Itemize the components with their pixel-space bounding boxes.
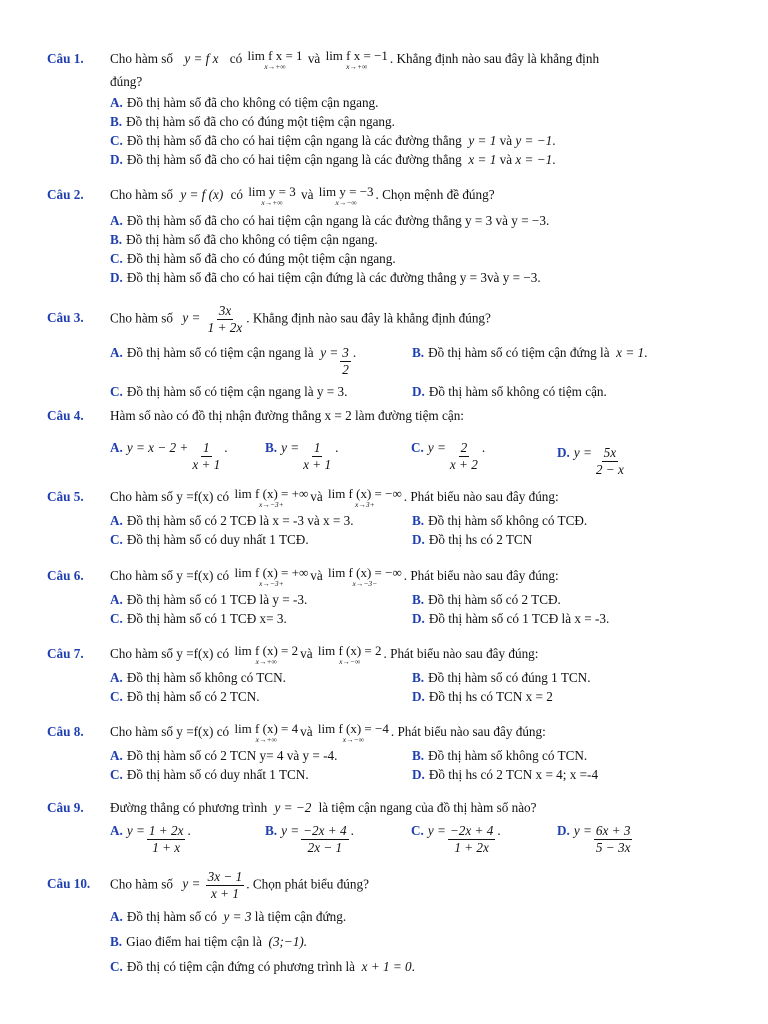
question-number: Câu 6. <box>47 568 84 583</box>
option-b[interactable]: B. y = $\frac{1}{x + 1}$ . <box>265 440 339 472</box>
option-b[interactable]: B. Đồ thị hàm số có tiệm cận đứng là x = 1 . <box>412 344 648 360</box>
option-d[interactable]: D. Đồ thị hàm số đã cho có hai tiệm cận đứng là các đường thẳng y = 3và y = −3. <box>110 269 541 285</box>
question-1 <box>47 48 727 169</box>
option-d[interactable]: D. Đồ thị hs có 2 TCN x = 4; x =-4 <box>412 766 599 782</box>
question-number: Câu 2. <box>47 187 84 202</box>
option-b[interactable]: B. Đồ thị hàm số không có TCĐ. <box>412 512 588 528</box>
option-b[interactable]: B. Đồ thị hàm số có 2 TCĐ. <box>412 591 561 607</box>
option-d[interactable]: D. Đồ thị hàm số không có tiệm cận. <box>412 384 607 400</box>
option-c[interactable]: C. Đồ thị hàm số đã cho có đúng một tiệm cận ngang. <box>110 250 396 266</box>
question-stem: Cho hàm số y =f(x) có lim f (x) = +∞ x→−3+ và lim f (x) = −∞ x→3+ . Phát biểu nào sau đây đúng: <box>110 486 559 510</box>
question-number: Câu 9. <box>47 800 84 815</box>
question-number: Câu 4. <box>47 408 84 423</box>
option-c[interactable]: C. Đồ thị có tiệm cận đứng có phương trình là x + 1 = 0 . <box>110 958 415 974</box>
option-c[interactable]: C. y = $\frac{-2x + 4}{1 + 2x}$ . <box>411 823 501 855</box>
option-a[interactable]: A. y = x − 2 + $\frac{1}{x + 1}$ . <box>110 440 228 472</box>
question-9 <box>47 797 727 855</box>
question-4 <box>47 405 727 477</box>
option-c[interactable]: C. y = $\frac{2}{x + 2}$ . <box>411 440 486 472</box>
option-c[interactable]: C. Đồ thị hàm số có 1 TCĐ x= 3. <box>110 610 287 626</box>
option-b[interactable]: B. Đồ thị hàm số đã cho không có tiệm cận ngang. <box>110 231 378 247</box>
question-number: Câu 1. <box>47 51 84 66</box>
option-a[interactable]: A. Đồ thị hàm số có 2 TCĐ là x = -3 và x = 3. <box>110 512 354 528</box>
option-a[interactable]: A. Đồ thị hàm số không có TCN. <box>110 669 286 685</box>
option-d[interactable]: D. y = $\frac{6x + 3}{5 - 3x}$ <box>557 823 631 855</box>
question-number: Câu 5. <box>47 489 84 504</box>
question-number: Câu 8. <box>47 724 84 739</box>
question-6 <box>47 565 727 628</box>
option-b[interactable]: B. y = $\frac{-2x + 4}{2x - 1}$ . <box>265 823 354 855</box>
option-c[interactable]: C. Đồ thị hàm số có 2 TCN. <box>110 688 260 704</box>
question-stem: Cho hàm số y =f(x) có lim f (x) = 2 x→+∞ và lim f (x) = 2 x→−∞ . Phát biểu nào sau đây đúng: <box>110 643 539 667</box>
question-stem: Đường thẳng có phương trình y = −2 là tiệm cận ngang của đồ thị hàm số nào? <box>110 800 537 815</box>
option-d[interactable]: D. Đồ thị hàm số có 1 TCĐ là x = -3. <box>412 610 610 626</box>
option-a[interactable]: A. Đồ thị hàm số có 1 TCĐ là y = -3. <box>110 591 308 607</box>
question-2 <box>47 184 727 287</box>
option-b[interactable]: B. Đồ thị hàm số không có TCN. <box>412 747 588 763</box>
question-stem: Cho hàm số y =f(x) có lim f (x) = +∞ x→−3+ và lim f (x) = −∞ x→−3− . Phát biểu nào sau đây đúng: <box>110 565 559 589</box>
question-7 <box>47 643 727 706</box>
question-3 <box>47 304 727 401</box>
question-10 <box>47 870 727 979</box>
option-a[interactable]: A. y = $\frac{1 + 2x}{1 + x}$ . <box>110 823 191 855</box>
option-a[interactable]: A. Đồ thị hàm số đã cho có hai tiệm cận ngang là các đường thẳng y = 3 và y = −3. <box>110 212 550 228</box>
question-8 <box>47 721 727 784</box>
option-d[interactable]: D. y = $\frac{5x}{2 - x}$ <box>557 445 624 477</box>
question-stem: Cho hàm số y = f x có lim f x = 1 x→+∞ và lim f x = −1 x→+∞ . Khẳng định nào sau đây là khẳng định đúng? <box>110 48 600 89</box>
option-a[interactable]: A. Đồ thị hàm số có tiệm cận ngang là y = $\frac{3}{2}$ . <box>110 344 357 377</box>
question-number: Câu 7. <box>47 646 84 661</box>
option-d[interactable]: D. Đồ thị hs có 2 TCN <box>412 531 533 547</box>
option-d[interactable]: D. Đồ thị hs có TCN x = 2 <box>412 688 553 704</box>
question-5 <box>47 486 727 549</box>
option-a[interactable]: A. Đồ thị hàm số có y = 3 là tiệm cận đứng. <box>110 908 347 924</box>
question-stem: Cho hàm số y = f (x) có lim y = 3 x→+∞ và lim y = −3 x→−∞ . Chọn mệnh đề đúng? <box>110 184 495 208</box>
option-d[interactable]: D. Đồ thị hàm số đã cho có hai tiệm cận ngang là các đường thẳng x = 1 và x = −1 . <box>110 151 556 167</box>
option-a[interactable]: A. Đồ thị hàm số đã cho không có tiệm cận ngang. <box>110 94 379 110</box>
option-b[interactable]: B. Đồ thị hàm số có đúng 1 TCN. <box>412 669 591 685</box>
option-c[interactable]: C. Đồ thị hàm số có tiệm cận ngang là y = 3. <box>110 384 348 400</box>
question-stem: Cho hàm số y = $\frac{3x}{1 + 2x}$ . Khẳng định nào sau đây là khẳng định đúng? <box>110 303 491 335</box>
option-a[interactable]: A. Đồ thị hàm số có 2 TCN y= 4 và y = -4. <box>110 747 338 763</box>
question-stem: Cho hàm số y =f(x) có lim f (x) = 4 x→+∞ và lim f (x) = −4 x→−∞ . Phát biểu nào sau đây đúng: <box>110 721 546 745</box>
question-stem: Hàm số nào có đồ thị nhận đường thẳng x = 2 làm đường tiệm cận: <box>110 408 464 423</box>
question-number: Câu 3. <box>47 310 84 326</box>
option-c[interactable]: C. Đồ thị hàm số đã cho có hai tiệm cận ngang là các đường thẳng y = 1 và y = −1 . <box>110 132 556 148</box>
question-stem: Cho hàm số y = $\frac{3x - 1}{x + 1}$ . Chọn phát biểu đúng? <box>110 869 369 901</box>
option-b[interactable]: B. Đồ thị hàm số đã cho có đúng một tiệm cận ngang. <box>110 113 395 129</box>
option-b[interactable]: B. Giao điểm hai tiệm cận là (3;−1). <box>110 933 308 949</box>
option-c[interactable]: C. Đồ thị hàm số có duy nhất 1 TCĐ. <box>110 531 309 547</box>
question-number: Câu 10. <box>47 876 91 892</box>
option-c[interactable]: C. Đồ thị hàm số có duy nhất 1 TCN. <box>110 766 309 782</box>
